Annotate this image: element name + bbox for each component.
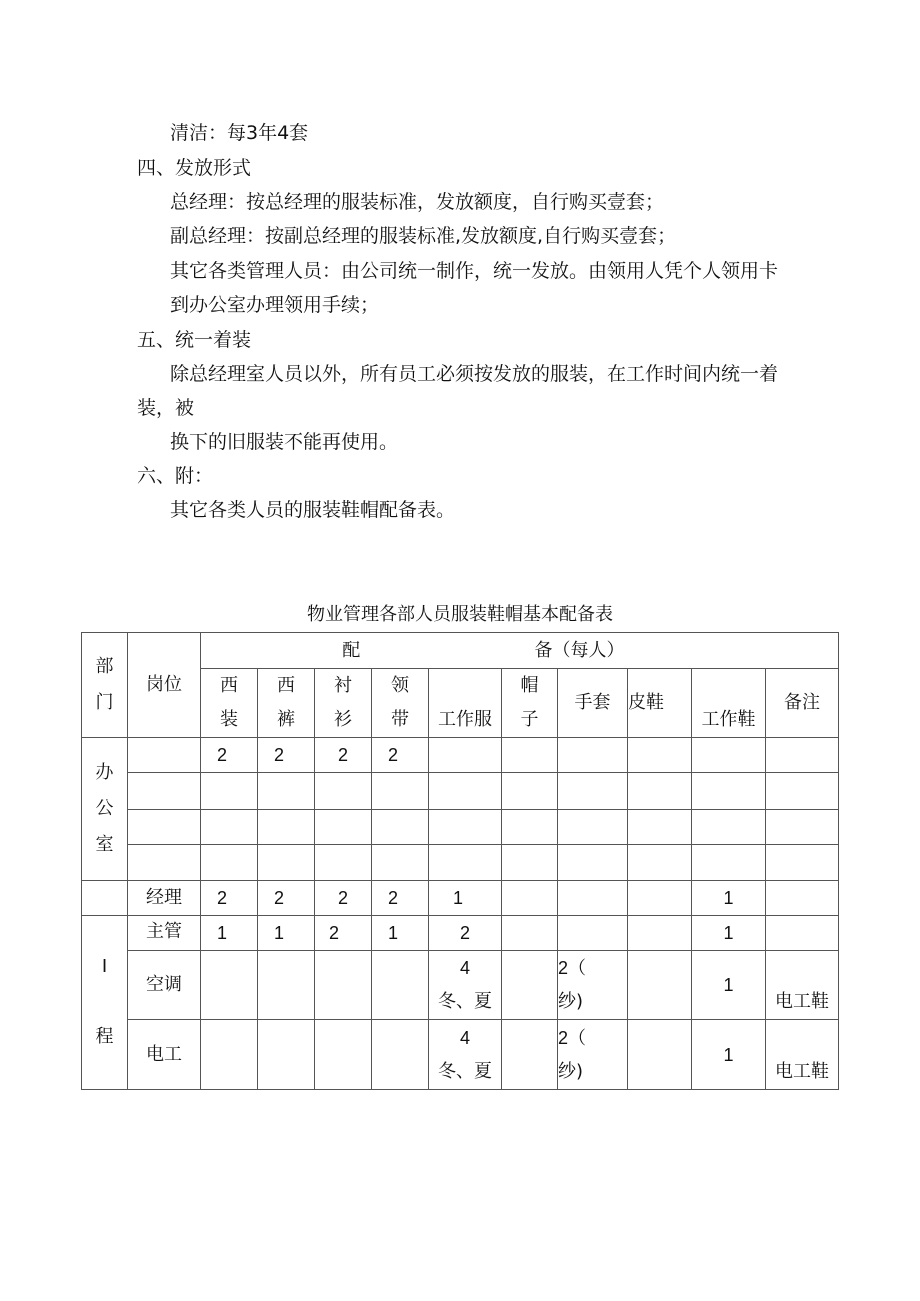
cell-notes: [766, 916, 839, 951]
cell-suit-trousers: 1: [258, 916, 315, 951]
cell-tie: [372, 1020, 429, 1090]
table-row-electrician: [82, 1020, 839, 1090]
cell-tie: [372, 810, 429, 845]
cell-suit-trousers: [258, 810, 315, 845]
cell-workwear-season: 冬、夏: [438, 991, 492, 1012]
cell-notes: [766, 738, 839, 773]
cell-position: [128, 845, 201, 881]
cell-gloves: [558, 738, 628, 773]
line-general-manager: 总经理：按总经理的服装标准，发放额度，自行购买壹套；: [170, 191, 665, 213]
cell-work-shoes: 1: [692, 916, 766, 951]
header-col-bottom: 工作鞋: [701, 709, 756, 730]
line-old-uniform: 换下的旧服装不能再使用。: [170, 431, 399, 453]
cell-shirt: [315, 810, 372, 845]
header-col-tie: [372, 669, 429, 738]
cell-suit-trousers: 2: [258, 881, 315, 916]
line-deputy-general-manager: 副总经理：按副总经理的服装标准,发放额度,自行购买壹套；: [170, 225, 677, 247]
cell-tie: [372, 951, 429, 1020]
cell-notes: [766, 810, 839, 845]
header-col-shirt: [315, 669, 372, 738]
header-group-left: 配: [201, 633, 502, 669]
cell-suit-jacket: [201, 845, 258, 881]
header-dept-char: 门: [95, 692, 114, 713]
cell-shirt: 2: [315, 738, 372, 773]
cell-workwear: [429, 845, 502, 881]
cell-workwear-season: 冬、夏: [438, 1060, 492, 1082]
cell-work-shoes: [692, 773, 766, 810]
section-heading-appendix: 六、附：: [137, 465, 214, 487]
cell-leather-shoes: [628, 951, 692, 1020]
cell-hat: [502, 773, 558, 810]
cell-gloves-qty: 2（: [558, 1027, 587, 1048]
header-col-top: 领: [391, 675, 409, 696]
cell-leather-shoes: [628, 1020, 692, 1090]
line-cleaning-quota: 清洁：每3年4套: [170, 122, 309, 144]
header-dept-char: 部: [95, 656, 114, 677]
cell-leather-shoes: [628, 773, 692, 810]
table-row: [82, 738, 839, 773]
cell-leather-shoes: [628, 810, 692, 845]
line-other-managers: 其它各类管理人员：由公司统一制作，统一发放。由领用人凭个人领用卡: [170, 260, 779, 282]
cell-leather-shoes: [628, 881, 692, 916]
cell-workwear: [429, 1020, 502, 1090]
cell-suit-jacket: [201, 810, 258, 845]
cell-workwear: [429, 810, 502, 845]
cell-work-shoes: 1: [692, 1020, 766, 1090]
header-col-leather-shoes: 皮鞋: [628, 669, 692, 738]
cell-hat: [502, 951, 558, 1020]
cell-gloves: [558, 773, 628, 810]
cell-dept: [82, 881, 128, 916]
dept-engineering: [82, 916, 128, 1090]
line-appendix-desc: 其它各类人员的服装鞋帽配备表。: [170, 499, 456, 521]
cell-suit-trousers: [258, 845, 315, 881]
dept-office: [82, 738, 128, 881]
header-col-hat: [502, 669, 558, 738]
header-col-bottom: 带: [391, 709, 409, 730]
cell-hat: [502, 845, 558, 881]
cell-work-shoes: [692, 845, 766, 881]
table-row: [82, 773, 839, 810]
dept-office-char: 公: [95, 798, 114, 819]
header-col-top: 西: [220, 675, 238, 696]
header-col-suit-jacket: [201, 669, 258, 738]
table-title: 物业管理各部人员服装鞋帽基本配备表: [307, 604, 613, 625]
cell-position: 经理: [128, 881, 201, 916]
table-row-supervisor: [82, 916, 839, 951]
cell-suit-trousers: [258, 773, 315, 810]
header-col-suit-trousers: [258, 669, 315, 738]
dept-office-char: 办: [95, 762, 114, 783]
gear-allocation-table: [81, 632, 839, 1090]
header-col-bottom: 裤: [277, 709, 295, 730]
header-col-bottom: 装: [220, 709, 238, 730]
cell-gloves-qty: 2（: [558, 958, 587, 978]
cell-hat: [502, 916, 558, 951]
cell-hat: [502, 1020, 558, 1090]
cell-gloves: [558, 845, 628, 881]
cell-gloves: [558, 916, 628, 951]
cell-notes: [766, 845, 839, 881]
cell-position: [128, 810, 201, 845]
cell-shirt: [315, 1020, 372, 1090]
cell-suit-trousers: 2: [258, 738, 315, 773]
cell-leather-shoes: [628, 738, 692, 773]
cell-work-shoes: [692, 738, 766, 773]
header-group-right: 备（每人）: [502, 633, 839, 669]
header-col-bottom: 工作服: [438, 709, 492, 730]
cell-tie: 1: [372, 916, 429, 951]
cell-suit-jacket: [201, 773, 258, 810]
cell-workwear: 2: [429, 916, 502, 951]
cell-workwear: [429, 773, 502, 810]
cell-workwear: [429, 951, 502, 1020]
cell-position: 电工: [128, 1020, 201, 1090]
cell-workwear: 1: [429, 881, 502, 916]
cell-suit-jacket: [201, 1020, 258, 1090]
cell-hat: [502, 738, 558, 773]
dept-engineering-char: 程: [95, 1026, 114, 1047]
line-uniform-rule-wrap: 装，被: [137, 397, 195, 419]
cell-gloves: [558, 881, 628, 916]
table-row-ac: [82, 951, 839, 1020]
cell-tie: 2: [372, 738, 429, 773]
section-heading-uniform: 五、统一着装: [137, 329, 252, 351]
cell-gloves-type: 纱): [558, 1060, 584, 1082]
cell-gloves: [558, 810, 628, 845]
cell-notes: 电工鞋: [766, 1020, 839, 1090]
cell-gloves-type: 纱): [558, 991, 584, 1012]
header-col-workwear: [429, 669, 502, 738]
cell-tie: [372, 773, 429, 810]
cell-position: [128, 773, 201, 810]
header-col-top: 衬: [334, 675, 352, 696]
header-col-work-shoes: [692, 669, 766, 738]
cell-workwear-qty: 4: [459, 958, 470, 978]
table-row: [82, 810, 839, 845]
cell-position: 主管: [128, 916, 201, 951]
cell-position: 空调: [128, 951, 201, 1020]
cell-work-shoes: 1: [692, 951, 766, 1020]
cell-shirt: [315, 951, 372, 1020]
cell-notes: [766, 881, 839, 916]
cell-hat: [502, 810, 558, 845]
cell-work-shoes: 1: [692, 881, 766, 916]
cell-position: [128, 738, 201, 773]
cell-suit-jacket: 1: [201, 916, 258, 951]
cell-notes: 电工鞋: [766, 951, 839, 1020]
header-col-bottom: 子: [520, 709, 539, 730]
header-row-group: [82, 633, 839, 669]
cell-gloves: [558, 951, 628, 1020]
header-col-gloves: 手套: [558, 669, 628, 738]
header-col-top: 帽: [520, 675, 539, 696]
dept-office-char: 室: [95, 834, 114, 855]
header-dept: [82, 633, 128, 738]
cell-leather-shoes: [628, 916, 692, 951]
header-col-top: 西: [277, 675, 295, 696]
cell-hat: [502, 881, 558, 916]
cell-work-shoes: [692, 810, 766, 845]
cell-suit-trousers: [258, 1020, 315, 1090]
section-heading-distribution: 四、发放形式: [137, 157, 252, 179]
cell-shirt: 2: [315, 916, 372, 951]
cell-shirt: [315, 845, 372, 881]
cell-tie: 2: [372, 881, 429, 916]
cell-suit-jacket: 2: [201, 881, 258, 916]
cell-workwear: [429, 738, 502, 773]
header-col-bottom: 衫: [334, 709, 352, 730]
cell-suit-jacket: [201, 951, 258, 1020]
cell-workwear-qty: 4: [459, 1027, 470, 1048]
cell-shirt: [315, 773, 372, 810]
header-position: 岗位: [128, 633, 201, 738]
cell-suit-jacket: 2: [201, 738, 258, 773]
cell-tie: [372, 845, 429, 881]
cell-leather-shoes: [628, 845, 692, 881]
cell-shirt: 2: [315, 881, 372, 916]
header-col-notes: 备注: [766, 669, 839, 738]
table-row: [82, 845, 839, 881]
dept-engineering-char: I: [101, 956, 108, 977]
cell-gloves: [558, 1020, 628, 1090]
cell-notes: [766, 773, 839, 810]
cell-suit-trousers: [258, 951, 315, 1020]
table-row-manager: [82, 881, 839, 916]
line-other-managers-cont: 到办公室办理领用手续；: [170, 294, 380, 316]
line-uniform-rule: 除总经理室人员以外，所有员工必须按发放的服装，在工作时间内统一着: [170, 363, 779, 385]
